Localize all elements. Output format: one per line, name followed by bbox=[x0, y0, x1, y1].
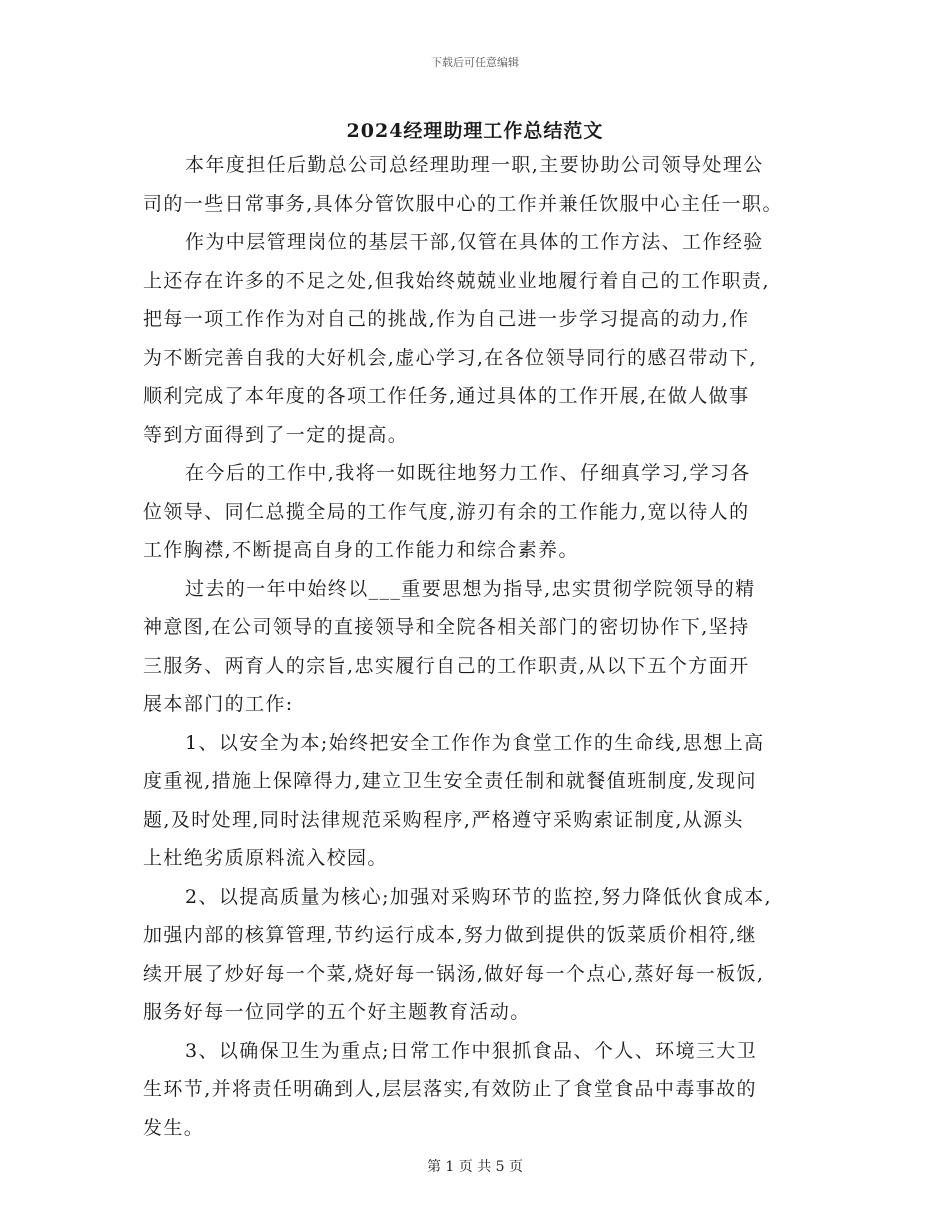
paragraph-line: 展本部门的工作: bbox=[143, 693, 294, 715]
paragraph bbox=[143, 878, 823, 1032]
paragraph-line: 题,及时处理,同时法律规范采购程序,严格遵守采购索证制度,从源头 bbox=[143, 808, 744, 831]
paragraph-line: 司的一些日常事务,具体分管饮服中心的工作并兼任饮服中心主任一职。 bbox=[143, 192, 783, 215]
paragraph-line: 续开展了炒好每一个菜,烧好每一锅汤,做好每一个点心,蒸好每一板饭, bbox=[143, 962, 765, 985]
paragraph-line: 本年度担任后勤总公司总经理助理一职,主要协助公司领导处理公 bbox=[185, 154, 764, 176]
paragraph-line: 上还存在许多的不足之处,但我始终兢兢业业地履行着自己的工作职责, bbox=[143, 269, 770, 292]
paragraph-line: 作为中层管理岗位的基层干部,仅管在具体的工作方法、工作经验 bbox=[185, 231, 764, 253]
paragraph-line: 把每一项工作作为对自己的挑战,作为自己进一步学习提高的动力,作 bbox=[143, 308, 750, 330]
page-number: 第 1 页 共 5 页 bbox=[426, 1159, 524, 1175]
paragraph-line: 1、以安全为本;始终把安全工作作为食堂工作的生命线,思想上高 bbox=[185, 731, 765, 754]
paragraph-line: 度重视,措施上保障得力,建立卫生安全责任制和就餐值班制度,发现问 bbox=[143, 770, 757, 792]
page-header-note: 下载后可任意编辑 bbox=[431, 56, 519, 69]
paragraph-line: 过去的一年中始终以___重要思想为指导,忠实贯彻学院领导的精 bbox=[185, 577, 756, 600]
paragraph-line: 顺利完成了本年度的各项工作任务,通过具体的工作开展,在做人做事 bbox=[143, 385, 750, 407]
paragraph-line: 神意图,在公司领导的直接领导和全院各相关部门的密切协作下,坚持 bbox=[143, 616, 750, 638]
paragraph-line: 3、以确保卫生为重点;日常工作中狠抓食品、个人、环境三大卫 bbox=[185, 1039, 758, 1062]
paragraph-line: 生环节,并将责任明确到人,层层落实,有效防止了食堂食品中毒事故的 bbox=[143, 1078, 757, 1100]
paragraph-line: 三服务、两育人的宗旨,忠实履行自己的工作职责,从以下五个方面开 bbox=[143, 654, 750, 677]
paragraph-line: 在今后的工作中,我将一如既往地努力工作、仔细真学习,学习各 bbox=[185, 462, 751, 484]
paragraph-line: 2、以提高质量为核心;加强对采购环节的监控,努力降低伙食成本, bbox=[185, 885, 772, 908]
paragraph-line: 上杜绝劣质原料流入校园。 bbox=[143, 847, 388, 869]
paragraph-line: 服务好每一位同学的五个好主题教育活动。 bbox=[143, 1001, 531, 1023]
paragraph bbox=[143, 570, 823, 724]
paragraph-line: 为不断完善自我的大好机会,虚心学习,在各位领导同行的感召带动下, bbox=[143, 346, 757, 369]
paragraph-line: 加强内部的核算管理,节约运行成本,努力做到提供的饭菜质价相符,继 bbox=[143, 924, 757, 946]
paragraph bbox=[143, 223, 823, 454]
paragraph-line: 工作胸襟,不断提高自身的工作能力和综合素养。 bbox=[143, 539, 579, 561]
paragraph bbox=[143, 146, 823, 223]
paragraph-line: 等到方面得到了一定的提高。 bbox=[143, 423, 409, 446]
paragraph bbox=[143, 724, 823, 878]
paragraph-line: 位领导、同仁总揽全局的工作气度,游刃有余的工作能力,宽以待人的 bbox=[143, 500, 750, 523]
paragraph bbox=[143, 1032, 823, 1148]
document-body bbox=[143, 146, 823, 1147]
paragraph bbox=[143, 454, 823, 570]
document-title: 2024经理助理工作总结范文 bbox=[346, 120, 604, 142]
paragraph-line: 发生。 bbox=[143, 1116, 205, 1139]
